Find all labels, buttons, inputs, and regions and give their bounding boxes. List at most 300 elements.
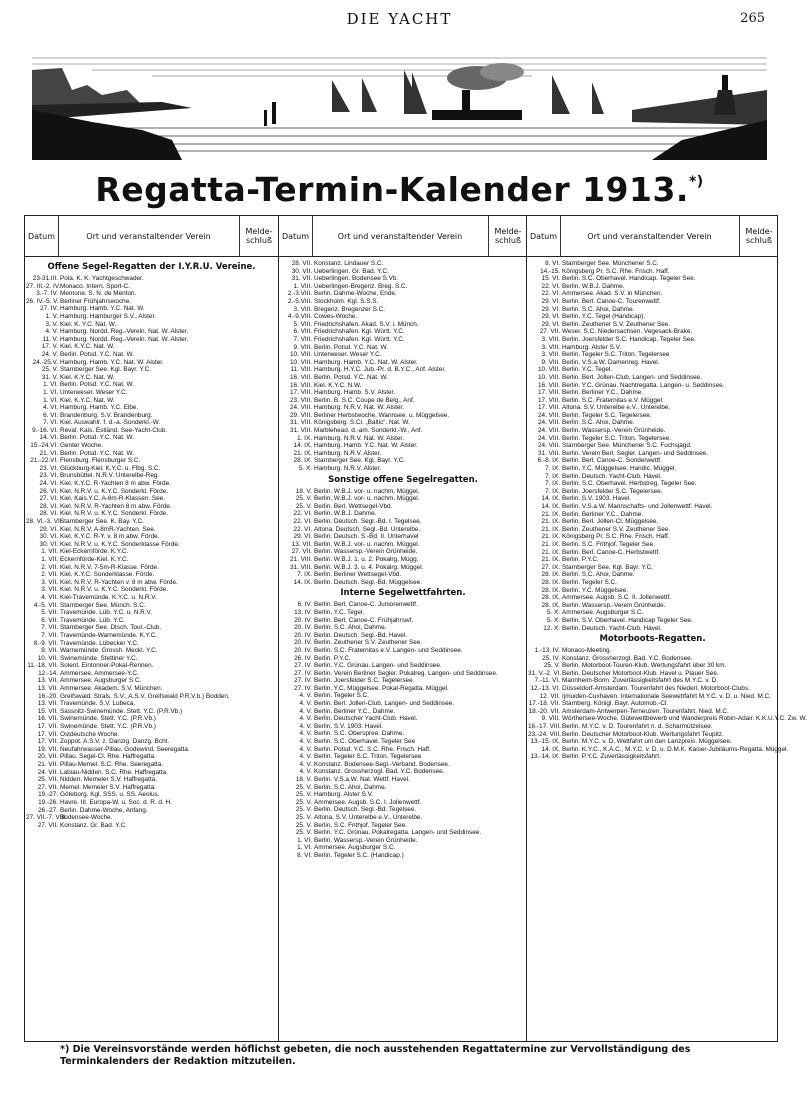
event-date: 4. V. [299,738,312,746]
event-row [279,465,527,473]
event-row [527,427,778,435]
event-date: 20. VII. [37,753,58,761]
calendar-table [24,215,807,1042]
event-row [527,526,778,534]
event-text: Berlin. Potsd. Y.C. Nat. W. [60,434,134,442]
event-row [25,366,278,374]
event-text: Berlin. W.B.J. Dahme. [314,510,377,518]
column-header [25,216,278,257]
event-text: Friedrichshafen. Akad. S.V. i. Münch. [314,320,419,328]
event-row [527,480,778,488]
event-date: 24. VIII. [537,434,560,442]
event-text: Berlin. W.B.J. 3. u. 4. Pokalrg. Müggel. [314,563,424,571]
event-date: 9. VIII. [541,715,560,723]
event-date: 3. VII. [41,586,58,594]
event-row [25,495,278,503]
event-row [527,609,778,617]
event-text: Ueberlingen. Gr. Bad. Y.C. [314,267,389,275]
event-date: 8.-9. VII. [33,639,58,647]
event-text: Berlin. Joersfelder S.C. Tegelersee. [562,487,663,495]
event-row [25,510,278,518]
event-date: 21. IX. [541,525,560,533]
event-text: Hamburg. Alster S.V. [562,343,622,351]
event-text: Berlin. Y.C. Grünau. Pokalregatta. Langen- und Seddinsee. [314,829,482,837]
event-date: 1. VII. [41,548,58,556]
event-text: Monaco-Meeting. [562,647,612,655]
event-date: 31. VII. [291,275,312,283]
event-text: Berlin. P.Y.C. Zuverlässigkeitsfahrt. [562,753,661,761]
event-text: Bregenz. Bregenzer S.C. [314,305,386,313]
event-date: 25. V. [295,502,312,510]
event-text: Flensburg. Flensburger S.C. [60,457,141,465]
event-text: Berlin. Wassersp.-Verein Grünheide. [562,427,666,435]
event-date: 8. VI. [297,851,312,859]
event-text: Berlin. Y.C. Tegel. [314,608,365,616]
event-date: 4.-9.VIII. [287,313,312,321]
event-date: 27. IV. [294,662,312,670]
event-row [25,753,278,761]
event-text: Berlin. M.Y.C. v. D. Wettfahrt um den Lanzpreis. Müggelsee. [562,738,732,746]
event-row [25,571,278,579]
event-row [279,685,527,693]
event-date: 16.-17. VIII. [528,723,562,731]
event-row [527,283,778,291]
event-text: Ostdeutsche Woche. [60,730,120,738]
event-date: 15.-24.VI. [30,442,58,450]
event-row [279,708,527,716]
event-text: Kiel. K.Y.C. N.W. [314,381,362,389]
footnote-text: *) Die Vereinsvorstände werden höflichst gebeten, die noch ausstehenden Regattatermine zur Vervollständigung des Terminkalenders der Redaktion mitzuteilen. [60,1044,691,1067]
event-row [527,336,778,344]
event-text: Pillau-Memel. S.C. Rhe. Seeregatta. [60,761,164,768]
event-date: 22. VI. [293,518,312,525]
event-row [279,344,527,352]
event-date: 12. VII. [539,692,560,700]
event-date: 28. IX. [293,457,312,465]
event-date: 12. X. [543,624,560,632]
event-text: Mannheim-Bonn. Zuverlässigkeitsfahrt des M.Y.C. v. D. [562,677,719,685]
event-text: Cowes-Woche. [314,313,358,321]
event-text: Berlin. Zeuthener S.V. Zeuthener See. [314,639,423,647]
event-row [25,374,278,382]
event-date: 25. V. [295,495,312,503]
event-text: Berlin. Y.C. Grünau. Nachtregatta. Langen- u. Seddinsee. [562,381,725,389]
event-text: Hamburg. N.R.V. Alster. [314,465,382,473]
event-date: 26. VI. [39,487,58,495]
event-date: 7. VIII. [293,335,312,343]
event-row [279,290,527,298]
event-text: Berlin. Motorboot-Touren-Klub. Wertungsfahrt über 30 km. [562,662,727,670]
event-row [527,564,778,572]
event-date: 10. VIII. [289,351,312,359]
event-text: Berlin. W.B.J. vor- u. nachm. Müggel. [314,487,420,495]
event-date: 23. VI. [39,472,58,480]
event-date: 6. VI. [43,411,58,419]
event-text: Berlin. Y.C. Müggelsee. Handic. Müggel. [562,465,677,473]
event-row [25,579,278,587]
event-text: Travemünde. Lüb. Y.C. u. N.R.V. [60,609,153,617]
event-row [527,602,778,610]
event-row [25,457,278,465]
event-date: 31. V. [41,373,58,381]
event-date: 18. V. [295,776,312,783]
event-row [279,647,527,655]
event-row [527,753,778,761]
event-text: Berlin. Joersfelder S.C. Handicap. Tegeler See. [562,335,696,343]
event-date: 14. IX. [541,503,560,510]
event-date: 27. VII. [37,783,58,791]
event-row [25,275,278,283]
header-date: Datum [279,216,313,256]
event-date: 27. VII. [539,328,560,336]
event-text: Berlin. Deutsch. Yacht-Club. Havel. [562,624,662,632]
event-text: Travemünde-Warnemünde. K.Y.C. [60,631,158,639]
event-row [279,548,527,556]
event-row [279,791,527,799]
event-row [25,450,278,458]
event-text: Hamburg. Hamb. Y.C. Nat. W. Alster. [314,358,418,366]
event-row [25,746,278,754]
event-date: 8. VI. [545,260,560,267]
event-row [527,617,778,625]
event-text: Hamburg. Hamb. Y.C. Nat. W. [60,305,145,313]
event-date: 4. V. [299,722,312,730]
header-deadline: Melde-schluß [245,227,273,245]
header-organizer: Ort und veranstaltender Verein [312,216,489,256]
event-row [279,268,527,276]
event-text: Berlin. B. S.C. Coupe de Belg., Anf. [314,396,415,404]
event-text: Kiel. N.R.V. 7-5m-R-Klasse. Förde. [60,563,159,571]
event-date: 1. VI. [297,844,312,852]
event-date: 4. VII. [41,593,58,601]
event-text: Friedrichshafen. Kgl. Württ. Y.C. [314,335,405,343]
event-text: Havre. III. Europa-W. u. Soc. d. R. d. H. [60,798,172,806]
event-text: Berlin. P.Y.C. [314,654,351,662]
event-row [279,677,527,685]
event-text: Berlin. S.C. Oberhavel. Tegeler See [314,738,416,746]
event-text: Berlin. Y.C. Tegel. [562,366,613,374]
event-date: 25. IV. [542,654,560,662]
event-row [279,328,527,336]
event-row [25,351,278,359]
event-date: 27. VI. [39,495,58,503]
event-date: 28. IX. [541,586,560,594]
event-date: 27. VII. [291,548,312,556]
event-date: 13. VII. [37,677,58,685]
event-row [25,784,278,792]
event-date: 6. VII. [41,616,58,624]
event-date: 12.-13. VI. [530,685,560,693]
event-date: 1. VIII. [293,282,312,290]
event-row [25,632,278,640]
event-date: 1. VI. [297,836,312,844]
event-date: 10. VIII. [289,358,312,366]
event-row [279,844,527,852]
event-text: Hamburg. Hamb. Y.C. Nat. W. Alster. [60,358,164,366]
event-text: Kiel. N.R.V. u. K.Y.C. Sonderkl. Förde. [60,586,168,594]
event-row [279,655,527,663]
event-text: Berlin. Tegeler S.C. Triton. Tegelersee [314,753,422,761]
header-organizer: Ort und veranstaltender Verein [560,216,740,256]
event-text: Kiel. K.Y.C. Nat. W. [60,396,115,404]
event-row [25,412,278,420]
event-row [25,761,278,769]
event-text: Berlin. Berl. Canoe-C. Sonderwettf. [562,457,662,465]
event-text: Berlin. Verein Berliner Segler. Pokalreg. Langen- und Seddinsee. [314,669,498,677]
event-date: 16. VIII. [537,381,560,389]
event-text: Starnberger See. Münchener S.C. [562,260,659,267]
event-date: 29. VI. [293,533,312,541]
event-date: 9. VIII. [541,358,560,366]
event-date: 3. VII. [41,578,58,586]
event-date: 16. VIII. [289,381,312,389]
event-row [25,564,278,572]
event-text: Altona. Deutsch. Segl.-Bd. Unterelbe. [314,525,421,533]
header-date: Datum [527,216,561,256]
event-date: 17. VIII. [537,404,560,412]
event-text: Hamburg. Hamburger S.V., Alster. [60,312,157,320]
event-date: 16. VII. [37,715,58,723]
event-date: 26. IV. [294,654,312,662]
event-text: Travemünde. Lübecker Y.C. [60,639,139,647]
event-date: 15. VII. [37,707,58,715]
event-row [25,343,278,351]
event-text: Berlin. S.C. Ahoi, Dahme. [562,305,635,313]
event-row [25,404,278,412]
event-row [279,829,527,837]
event-row [279,556,527,564]
event-row [279,313,527,321]
event-text: Hamburg. N.R.V. Nat. W. Alster. [314,404,404,412]
event-date: 7. IX. [545,465,560,473]
event-date: 25. V. [543,662,560,670]
event-row [527,465,778,473]
event-row [527,488,778,496]
event-text: Berlin. Berliner Y.C., Dahme. [562,510,644,518]
event-row [527,549,778,557]
page-number: 265 [740,11,765,26]
event-date: 6. VIII. [293,328,312,336]
event-text: Berlin. V.S.a.W. Mannschafts- und Jollenwettf. Havel. [562,503,713,510]
event-text: Konstanz. Bodensee-Segl.-Verband. Bodensee. [314,760,450,768]
event-text: Starnberger See. Kgl. Bayr. Y.C. [60,366,152,374]
event-row [25,313,278,321]
event-row [25,677,278,685]
event-row [279,510,527,518]
event-text: Zoppot. A.S.V. z. Danzig. Danzg. Bcht. [60,738,170,746]
event-text: Berlin. Tegeler S.C. Triton. Tegelersee. [562,434,672,442]
event-date: 25. V. [295,791,312,799]
footnote [24,1044,776,1068]
event-text: Neufahrwasser-Pillau. Godewind. Seeregatta. [60,745,190,753]
event-text: Konstanz. Lindauer S.C. [314,260,384,267]
event-text: Berlin. S.C. Ahoi, Dahme. [562,571,635,579]
event-row [527,344,778,352]
event-text: Swinemünde. Stett. Y.C. (P.R.Vb.) [60,723,156,731]
event-date: 28. IX. [541,601,560,609]
event-text: Kiel. N.R.V. u. K.Y.C. Sonderkl. Förde. [60,487,168,495]
event-row [25,662,278,670]
event-text: Memel. Memeler S.V. Haffregatta. [60,783,156,791]
event-row [25,503,278,511]
event-text: Berlin. P.Y.C. [562,556,599,564]
event-text: Kiel. K.Y.C. R-Yachten 8 m abw. Förde. [60,480,171,488]
event-text: Kiel. N.R.V. u. K.Y.C. Sonderklasse Förde. [60,540,180,548]
event-date: 30. VI. [39,533,58,541]
event-date: 28. IX. [541,594,560,602]
event-date: 5. VIII. [293,320,312,328]
event-row [25,305,278,313]
event-row [25,548,278,556]
event-row [527,556,778,564]
event-date: 24. VIII. [289,404,312,412]
event-date: 13.-14. IX. [530,753,560,761]
event-text: Hamburg. H.Y.C. Jub.-Pr. d. B.Y.C., Anf. Alster. [314,366,446,374]
event-date: 28. VI. [39,510,58,518]
event-text: Berlin. S.C. Ahoi, Dahme. [314,783,387,791]
event-text: Berlin. S.V. 1903. Havel. [314,722,384,730]
event-date: 21. VI. [39,449,58,457]
event-text: Ammersee. Augsburger S.C. [562,609,644,617]
event-date: 13. IV. [294,608,312,616]
event-date: 17. VIII. [289,389,312,397]
event-row [279,806,527,814]
event-row [527,533,778,541]
event-date: 17. VIII. [537,396,560,404]
event-row [25,807,278,815]
event-row [527,693,778,701]
event-date: 7. IX. [545,480,560,488]
event-text: Berlin. Deutsch. Segl.-Bd. Tegelsee. [314,806,417,814]
event-date: 16.-20. [38,692,58,700]
event-date: 7. IX. [545,472,560,480]
footnote-mark: *) [688,174,704,190]
event-row [279,822,527,830]
event-date: 6.-8. IX. [537,457,560,465]
event-text: Unterweser. Weser Y.C. [60,388,128,396]
event-date: 21. IX. [541,510,560,518]
event-row [279,632,527,640]
event-date: 31. VIII. [289,563,312,571]
event-text: Ammersee. Augsburger S.C. [60,677,142,685]
event-text: Starnberger See. Kgl. Bayr. Y.C. [314,457,406,465]
event-text: Berlin. S.C. Oberhavel. Herbstreg. Tegeler See. [562,480,697,488]
event-date: 31. VIII. [289,427,312,435]
event-row [527,450,778,458]
event-row [279,700,527,708]
event-row [25,328,278,336]
event-row [527,260,778,268]
event-text: Berlin. Deutscher Yacht-Club. Havel. [314,715,418,723]
event-date: 4. V. [299,715,312,723]
event-row [527,738,778,746]
event-text: Berlin. Zeuthener S.V. Zeuthener See. [562,320,671,328]
event-date: 23.-24. VIII. [528,730,562,738]
event-text: Berlin. Berl. Wettsegel-Vbd. [314,502,393,510]
event-text: Stockholm. Kgl. S.S.S. [314,297,379,305]
event-text: Berlin. S.C. Oberspree. Dahme. [314,730,405,738]
event-text: Kiel. K.Y.C. Nat. W. [60,373,115,381]
event-row [279,435,527,443]
event-text: Berlin. Deutsch. Yacht-Club. Havel. [562,472,662,480]
event-row [279,366,527,374]
event-row [25,442,278,450]
event-text: Berlin. Wassersp.-Verein Grünheide. [314,836,418,844]
event-row [25,776,278,784]
event-text: Starnberg. Königl. Bayr. Automob.-Cl. [562,700,669,708]
event-row [279,306,527,314]
column-header [527,216,778,257]
event-date: 29. VIII. [289,411,312,419]
page-title [0,170,799,209]
event-date: 27. VII.-7. VIII. [26,814,67,822]
event-text: Berlin. S.C. Oberhavel. Handicap. Tegeler See. [562,275,696,283]
section-title: Offene Segel-Regatten der I.Y.R.U. Vereine. [47,262,256,272]
header-date: Datum [25,216,59,256]
event-text: Hamburg. Hamb. S.V. Alster. [314,389,396,397]
event-date: 10. VIII. [537,366,560,374]
event-row [279,321,527,329]
event-date: 29. VI. [541,297,560,305]
event-date: 17. VII. [37,730,58,738]
event-text: Berlin. W.B.J. Dahme. [562,282,625,290]
event-text: Berlin. Berl. Canoe-C. Herbstwettf. [562,548,661,556]
event-row [279,275,527,283]
event-text: Konstanz. Gr. Bad. Y.C. [60,821,127,829]
event-date: 10. VII. [37,654,58,662]
event-date: 24. V. [41,350,58,358]
event-date: 2. VII. [41,571,58,579]
event-row [279,526,527,534]
event-row [25,586,278,594]
event-date: 7. IX. [297,571,312,579]
event-text: Berlin. Dahme-Woche, Anfang. [60,806,148,814]
event-text: Kiel. K.Y.C. Sonderklasse. Förde. [60,571,155,579]
event-row [527,397,778,405]
event-text: Kiel. K. Y.C. Nat. W. [60,320,117,328]
event-date: 4. V. [299,768,312,776]
event-text: Pillau. Segel-Cl. Rhe. Haffregatta. [60,753,156,761]
event-date: 28. VII. [291,260,312,267]
event-date: 28. VI.-3. VII. [26,518,64,525]
event-date: 24. VII. [37,768,58,776]
event-row [279,601,527,609]
event-row [279,503,527,511]
event-row [25,518,278,526]
event-text: Genter Woche. [60,442,103,450]
event-date: 25. V. [295,813,312,821]
event-date: 25. V. [295,783,312,791]
event-row [279,784,527,792]
event-date: 17.-18. VII. [528,700,560,708]
event-date: 18. V. [295,487,312,495]
event-text: Kiel. K.Y.C. R-Y. v. 8 m abw. Förde. [60,533,160,541]
event-text: Starnberger See. K. Bay. Y.C. [60,518,144,525]
event-date: 19.-26. [38,798,58,806]
event-text: Berliner Herbstwoche. Wannsee. u. Müggelsee. [314,411,450,419]
event-text: Weser. S.C. Niedersachsen. Vegesack-Brake. [562,328,693,336]
event-text: Berlin. Berl. Canoe-C. Juniorenwettf. [314,601,418,609]
event-text: Friedrichshafen. Kgl. Württ. Y.C. [314,328,405,336]
event-date: 1.-13. IV. [534,647,560,655]
event-row [279,533,527,541]
event-date: 4. VI. [43,404,58,412]
event-date: 29. VI. [541,313,560,321]
event-date: 13.-15. IX. [530,738,560,746]
event-date: 25. V. [295,798,312,806]
magazine-title: DIE YACHT [346,10,453,28]
event-text: Berlin. Berl. Jollen-Club. Langen- und Seddinsee. [314,700,454,708]
